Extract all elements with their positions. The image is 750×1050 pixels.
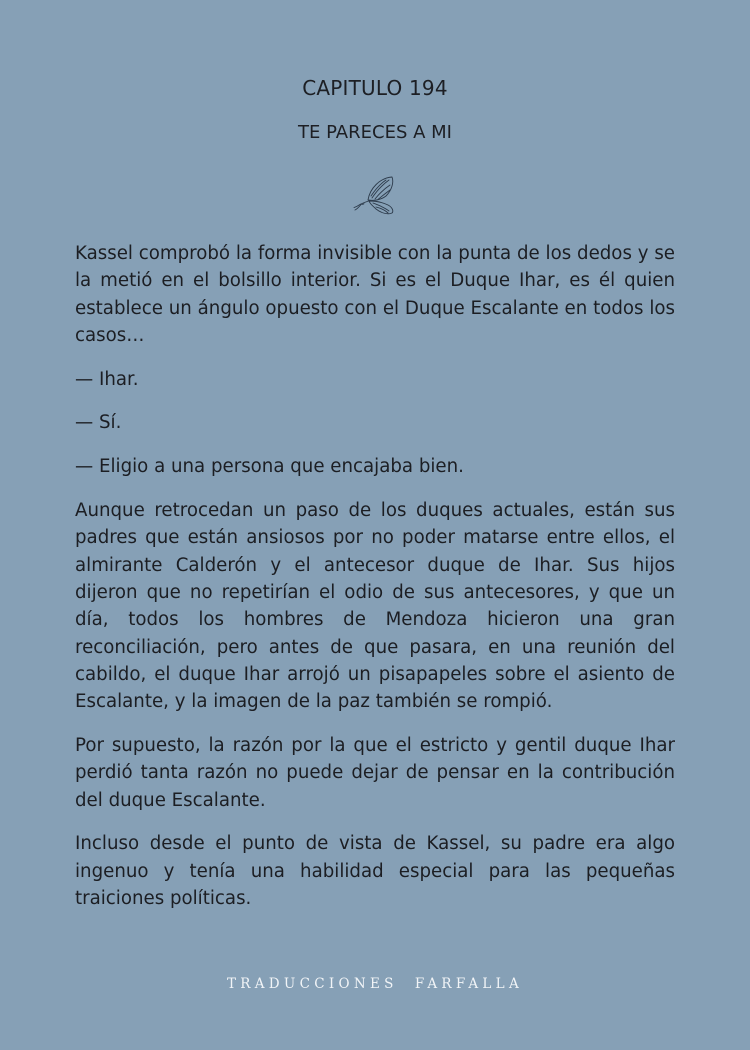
- dialogue-line: — Sí.: [75, 412, 122, 434]
- paragraph: Incluso desde el punto de vista de Kassel, su padre era algo ingenuo y tenía una habilidad especial para las pequeñas traiciones políticas.: [75, 833, 675, 909]
- paragraph: Aunque retrocedan un paso de los duques actuales, están sus padres que están ansiosos por no poder matarse entre ellos, el almirante Calderón y el antecesor duque de Ihar. Sus hijos dijeron que no repetirían el odio de sus antecesores, y que un día, todos los hombres de Mendoza hicieron una gran reconciliación, pero antes de que pasara, en una reunión del cabildo, el duque Ihar arrojó un pisapapeles sobre el asiento de Escalante, y la imagen de la paz también se rompió.: [75, 500, 675, 713]
- paragraph: Por supuesto, la razón por la que el estricto y gentil duque Ihar perdió tanta razón no puede dejar de pensar en la contribución del duque Escalante.: [75, 734, 675, 811]
- chapter-subtitle: TE PARECES A MI: [298, 122, 452, 143]
- chapter-body: [75, 240, 675, 929]
- chapter-title: CAPITULO 194: [302, 76, 448, 100]
- paragraph: Kassel comprobó la forma invisible con la punta de los dedos y se la metió en el bolsillo interior. Si es el Duque Ihar, es él quien establece un ángulo opuesto con el Duque Escalante en todos los casos…: [75, 243, 675, 346]
- dialogue-line: — Ihar.: [75, 368, 139, 390]
- translator-credit: TRADUCCIONES FARFALLA: [226, 976, 523, 992]
- dialogue-line: — Eligio a una persona que encajaba bien.: [75, 456, 464, 478]
- butterfly-icon: [350, 174, 400, 216]
